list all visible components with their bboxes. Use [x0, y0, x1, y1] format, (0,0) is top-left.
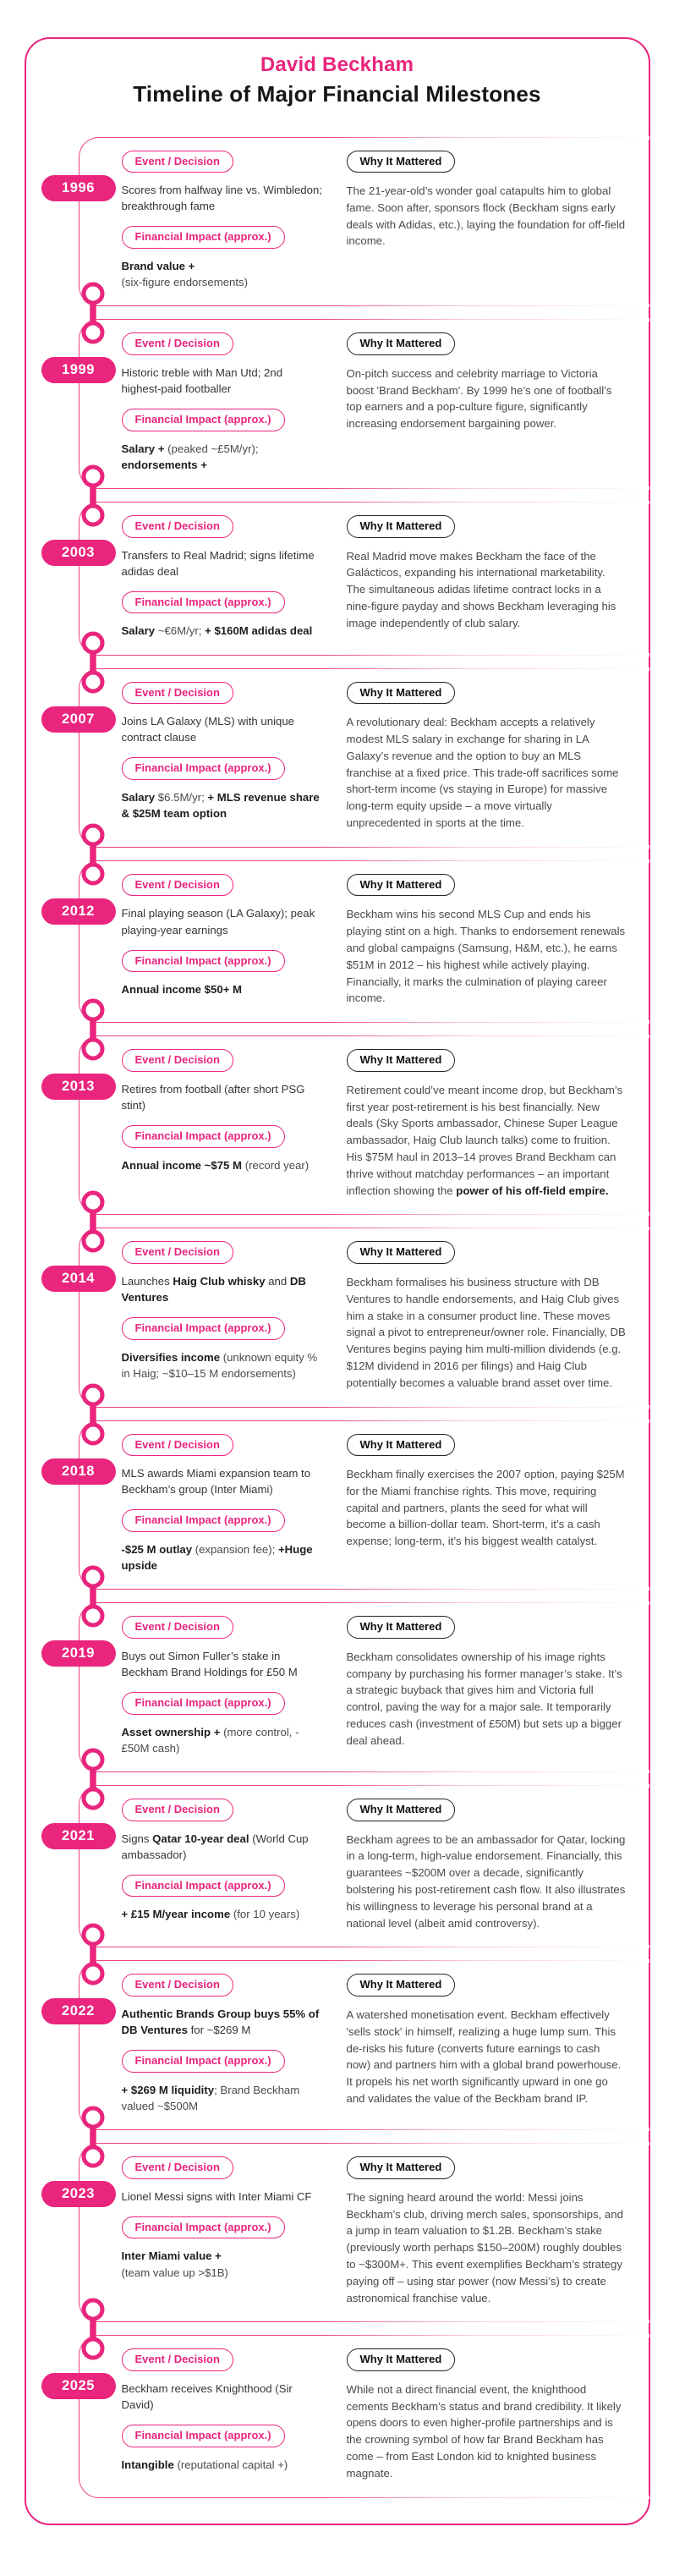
- timeline-item: [61, 1035, 649, 1215]
- year-badge: 2025: [41, 2373, 116, 2399]
- event-text: Signs Qatar 10-year deal (World Cup ambassador): [121, 1832, 309, 1861]
- financial-impact-tag: Financial Impact (approx.): [122, 950, 285, 973]
- event-column: [122, 2348, 323, 2481]
- year-badge: 2007: [41, 706, 116, 733]
- year-badge: 1999: [41, 357, 116, 383]
- milestone-card: [79, 1035, 649, 1215]
- financial-impact-tag: Financial Impact (approx.): [122, 591, 285, 614]
- why-text: Beckham consolidates ownership of his image rights company by purchasing his former manager’s stake. It’s a strategic buyback that gives him and Victoria full control, paving the way for a major sale. It temporarily reduces cash (investment of £50M) but sets up a bigger deal ahead.: [346, 1650, 622, 1747]
- year-badge: 1996: [41, 175, 116, 201]
- event-column: [122, 1049, 323, 1199]
- impact-text: -$25 M outlay (expansion fee); +Huge upside: [121, 1542, 313, 1573]
- financial-impact-tag: Financial Impact (approx.): [122, 1317, 285, 1340]
- impact-text: Brand value + (six-figure endorsements): [121, 259, 249, 289]
- why-column: [347, 682, 637, 832]
- impact-text: Salary $6.5M/yr; + MLS revenue share & $25M team option: [121, 791, 320, 821]
- event-column: [122, 1974, 323, 2114]
- why-text: Beckham agrees to be an ambassador for Qatar, locking in a long-term, high-value endorsement. Financially, this guarantees ~$200M over a decade, significantly bolstering his post-retirement cash flow. It also illustrates his willingness to leverage his personal brand at a national level (albeit amid controversy).: [346, 1832, 626, 1930]
- why-column: [347, 332, 637, 473]
- milestone-card: [79, 137, 649, 307]
- event-column: [122, 1241, 323, 1391]
- milestone-card: [79, 502, 649, 656]
- why-column: [347, 2156, 637, 2306]
- financial-impact-tag: Financial Impact (approx.): [122, 2425, 285, 2447]
- why-column: [347, 1434, 637, 1574]
- event-column: [122, 682, 323, 832]
- year-badge: 2019: [41, 1640, 116, 1667]
- timeline-item: [61, 860, 649, 1023]
- timeline-item: [61, 319, 649, 489]
- why-column: [347, 2348, 637, 2481]
- why-it-mattered-tag: Why It Mattered: [347, 1974, 456, 1997]
- why-it-mattered-tag: Why It Mattered: [347, 1049, 456, 1072]
- milestone-card: [79, 1228, 649, 1407]
- event-text: Beckham receives Knighthood (Sir David): [121, 2381, 293, 2412]
- why-it-mattered-tag: Why It Mattered: [347, 151, 456, 173]
- why-text: While not a direct financial event, the knighthood cements Beckham’s status and brand credibility. It likely opens doors to even higher-profile partnerships and is the crowning symbol of how far Brand Beckham has come – from East London kid to knighted business magnate.: [346, 2382, 622, 2480]
- timeline-item: [61, 137, 649, 307]
- event-text: Authentic Brands Group buys 55% of DB Ventures for ~$269 M: [121, 2007, 320, 2037]
- event-decision-tag: Event / Decision: [122, 151, 233, 173]
- why-text: A watershed monetisation event. Beckham effectively 'sells stock' in himself, realizing a huge lump sum. This de-risks his future (converts future earnings to cash now) and partners him with a global brand powerhouse. It propels his net worth significantly upward in one go and validates the value of the Beckham brand IP.: [346, 2008, 622, 2105]
- timeline-item: [61, 1420, 649, 1590]
- chain-link-icon: [79, 817, 107, 892]
- why-it-mattered-tag: Why It Mattered: [347, 1241, 456, 1264]
- why-column: [347, 151, 637, 291]
- impact-text: Salary + (peaked ~£5M/yr); endorsements +: [121, 442, 259, 471]
- why-text: Beckham formalises his business structure with DB Ventures to handle endorsements, and Haig Club gives him a stake in a consumer product line. These moves signal a pivot to entrepreneur/owner role. Financially, DB Ventures begins paying him multi-million dividends (e.g. $12M dividend in 2016 per filings) and Haig Club potentially becomes a valuable brand asset over time.: [346, 1275, 626, 1389]
- page-title: David Beckham: [260, 53, 414, 76]
- event-decision-tag: Event / Decision: [122, 1799, 233, 1821]
- header: [26, 39, 649, 137]
- why-column: [347, 1799, 637, 1931]
- why-text: Beckham finally exercises the 2007 option, paying $25M for the Miami franchise rights. This move, requiring capital and partners, plants the seed for what will become a billion-dollar team. Short-term, it’s a cash expense; long-term, it’s his biggest wealth catalyst.: [346, 1468, 625, 1548]
- why-text: Real Madrid move makes Beckham the face of the Galácticos, expanding his international marketability. The simultaneous adidas lifetime contract locks in a nine-figure payday and shows Beckham leveraging his image independently of club salary.: [346, 549, 616, 629]
- impact-text: + $269 M liquidity; Brand Beckham valued ~$500M: [121, 2083, 300, 2112]
- why-it-mattered-tag: Why It Mattered: [347, 874, 456, 897]
- timeline-item: [61, 2335, 649, 2497]
- financial-impact-tag: Financial Impact (approx.): [122, 226, 285, 249]
- year-badge: 2018: [41, 1458, 116, 1485]
- event-column: [122, 1799, 323, 1931]
- event-text: Joins LA Galaxy (MLS) with unique contract clause: [121, 715, 295, 744]
- timeline-item: [61, 1785, 649, 1947]
- why-it-mattered-tag: Why It Mattered: [347, 332, 456, 355]
- impact-text: Diversifies income (unknown equity % in Haig; ~$10–15 M endorsements): [121, 1350, 318, 1380]
- financial-impact-tag: Financial Impact (approx.): [122, 1692, 285, 1715]
- chain-link-icon: [79, 992, 107, 1067]
- event-text: MLS awards Miami expansion team to Beckham’s group (Inter Miami): [121, 1467, 311, 1497]
- impact-text: Annual income $50+ M: [121, 983, 243, 997]
- chain-link-icon: [79, 1559, 107, 1634]
- why-text: On-pitch success and celebrity marriage to Victoria boost 'Brand Beckham'. By 1999 he’s one of football’s top earners and a pop-culture figure, significantly increasing endorsement bargaining power.: [346, 366, 612, 431]
- why-it-mattered-tag: Why It Mattered: [347, 2156, 456, 2179]
- financial-impact-tag: Financial Impact (approx.): [122, 409, 285, 431]
- event-decision-tag: Event / Decision: [122, 2348, 233, 2371]
- event-decision-tag: Event / Decision: [122, 1241, 233, 1264]
- impact-text: Asset ownership + (more control, -£50M cash): [121, 1725, 299, 1755]
- event-decision-tag: Event / Decision: [122, 2156, 233, 2179]
- financial-impact-tag: Financial Impact (approx.): [122, 757, 285, 780]
- why-text: A revolutionary deal: Beckham accepts a relatively modest MLS salary in exchange for sharing in LA Galaxy’s revenue and the option to buy an MLS franchise at a fixed price. This trade-off sacrifices some short-term income (vs staying in Europe) for massive long-term equity upside – a move virtually unprecedented in sports at the time.: [346, 716, 619, 829]
- milestone-card: [79, 1785, 649, 1947]
- impact-text: Annual income ~$75 M (record year): [121, 1158, 310, 1172]
- event-text: Final playing season (LA Galaxy); peak playing-year earnings: [121, 907, 315, 936]
- milestone-card: [79, 1420, 649, 1590]
- event-decision-tag: Event / Decision: [122, 332, 233, 355]
- event-column: [122, 515, 323, 640]
- event-text: Launches Haig Club whisky and DB Ventures: [121, 1274, 306, 1304]
- financial-impact-tag: Financial Impact (approx.): [122, 1125, 285, 1148]
- timeline-item: [61, 668, 649, 848]
- event-decision-tag: Event / Decision: [122, 682, 233, 705]
- chain-link-icon: [79, 2292, 107, 2366]
- milestone-card: [79, 319, 649, 489]
- chain-link-icon: [79, 276, 107, 350]
- impact-text: + £15 M/year income (for 10 years): [121, 1908, 300, 1921]
- milestone-card: [79, 1602, 649, 1772]
- year-badge: 2023: [41, 2181, 116, 2207]
- milestone-card: [79, 668, 649, 848]
- why-it-mattered-tag: Why It Mattered: [347, 515, 456, 538]
- why-text: The 21-year-old’s wonder goal catapults him to global fame. Soon after, sponsors flock (Beckham signs early deals with Adidas, etc.), laying the foundation for off-field income.: [346, 184, 626, 248]
- why-column: [347, 1241, 637, 1391]
- why-it-mattered-tag: Why It Mattered: [347, 1799, 456, 1821]
- timeline-item: [61, 2143, 649, 2322]
- timeline-item: [61, 1960, 649, 2130]
- impact-text: Salary ~€6M/yr; + $160M adidas deal: [121, 624, 313, 638]
- chain-link-icon: [79, 1377, 107, 1452]
- year-badge: 2022: [41, 1998, 116, 2024]
- chain-link-icon: [79, 1917, 107, 1991]
- milestone-card: [79, 2143, 649, 2322]
- timeline-item: [61, 1602, 649, 1772]
- milestone-card: [79, 2335, 649, 2497]
- impact-text: Intangible (reputational capital +): [121, 2458, 288, 2471]
- event-decision-tag: Event / Decision: [122, 874, 233, 897]
- event-decision-tag: Event / Decision: [122, 515, 233, 538]
- why-column: [347, 1616, 637, 1756]
- event-text: Lionel Messi signs with Inter Miami CF: [121, 2189, 312, 2203]
- why-column: [347, 874, 637, 1007]
- page-subtitle: Timeline of Major Financial Milestones: [133, 81, 541, 107]
- event-text: Historic treble with Man Utd; 2nd highest-paid footballer: [121, 365, 283, 395]
- chain-link-icon: [79, 1742, 107, 1816]
- year-badge: 2003: [41, 540, 116, 566]
- year-badge: 2013: [41, 1074, 116, 1100]
- financial-impact-tag: Financial Impact (approx.): [122, 1875, 285, 1898]
- infographic-sheet: [25, 37, 650, 2525]
- event-column: [122, 1616, 323, 1756]
- why-it-mattered-tag: Why It Mattered: [347, 682, 456, 705]
- impact-text: Inter Miami value + (team value up >$1B): [121, 2249, 228, 2279]
- why-column: [347, 515, 637, 640]
- event-text: Retires from football (after short PSG stint): [121, 1082, 305, 1112]
- milestone-card: [79, 1960, 649, 2130]
- financial-impact-tag: Financial Impact (approx.): [122, 2050, 285, 2073]
- why-text: The signing heard around the world: Messi joins Beckham’s club, driving merch sales, sponsorships, and a jump in team valuation to $1.2B. Beckham’s stake (previously worth perhaps $150–200M) roughly doubles to ~$300M+. This event exemplifies Beckham’s strategy paying off – using star power (now Messi’s) to create astronomical franchise value.: [346, 2190, 623, 2304]
- event-column: [122, 1434, 323, 1574]
- event-column: [122, 332, 323, 473]
- event-text: Buys out Simon Fuller’s stake in Beckham Brand Holdings for £50 M: [121, 1649, 298, 1678]
- why-column: [347, 1049, 637, 1199]
- event-column: [122, 874, 323, 1007]
- chain-link-icon: [79, 459, 107, 533]
- timeline-item: [61, 502, 649, 656]
- event-decision-tag: Event / Decision: [122, 1616, 233, 1639]
- chain-link-icon: [79, 625, 107, 700]
- why-column: [347, 1974, 637, 2114]
- milestone-card: [79, 860, 649, 1023]
- year-badge: 2014: [41, 1266, 116, 1292]
- event-decision-tag: Event / Decision: [122, 1434, 233, 1457]
- event-column: [122, 151, 323, 291]
- year-badge: 2021: [41, 1823, 116, 1849]
- timeline: [26, 137, 649, 2498]
- event-decision-tag: Event / Decision: [122, 1974, 233, 1997]
- event-text: Transfers to Real Madrid; signs lifetime adidas deal: [121, 548, 315, 578]
- financial-impact-tag: Financial Impact (approx.): [122, 2216, 285, 2239]
- event-text: Scores from halfway line vs. Wimbledon; breakthrough fame: [121, 184, 322, 213]
- chain-link-icon: [79, 1184, 107, 1259]
- event-column: [122, 2156, 323, 2306]
- year-badge: 2012: [41, 898, 116, 925]
- why-it-mattered-tag: Why It Mattered: [347, 1434, 456, 1457]
- financial-impact-tag: Financial Impact (approx.): [122, 1509, 285, 1532]
- why-text: Retirement could’ve meant income drop, but Beckham’s first year post-retirement is his best financially. New deals (Sky Sports ambassador, Chinese Super League ambassador, Haig Club launch talks) come to fruition. His $75M haul in 2013–14 proves Brand Beckham can thrive without matchday performances – an important inflection showing the power of his off-field empire.: [346, 1083, 623, 1197]
- timeline-item: [61, 1228, 649, 1407]
- why-it-mattered-tag: Why It Mattered: [347, 2348, 456, 2371]
- why-text: Beckham wins his second MLS Cup and ends his playing stint on a high. Thanks to endorsement renewals and global campaigns (Samsung, H&M, etc.), he earns $51M in 2012 – his highest while actively playing. Financially, it marks the culmination of playing career income.: [346, 908, 626, 1005]
- why-it-mattered-tag: Why It Mattered: [347, 1616, 456, 1639]
- chain-link-icon: [79, 2100, 107, 2174]
- event-decision-tag: Event / Decision: [122, 1049, 233, 1072]
